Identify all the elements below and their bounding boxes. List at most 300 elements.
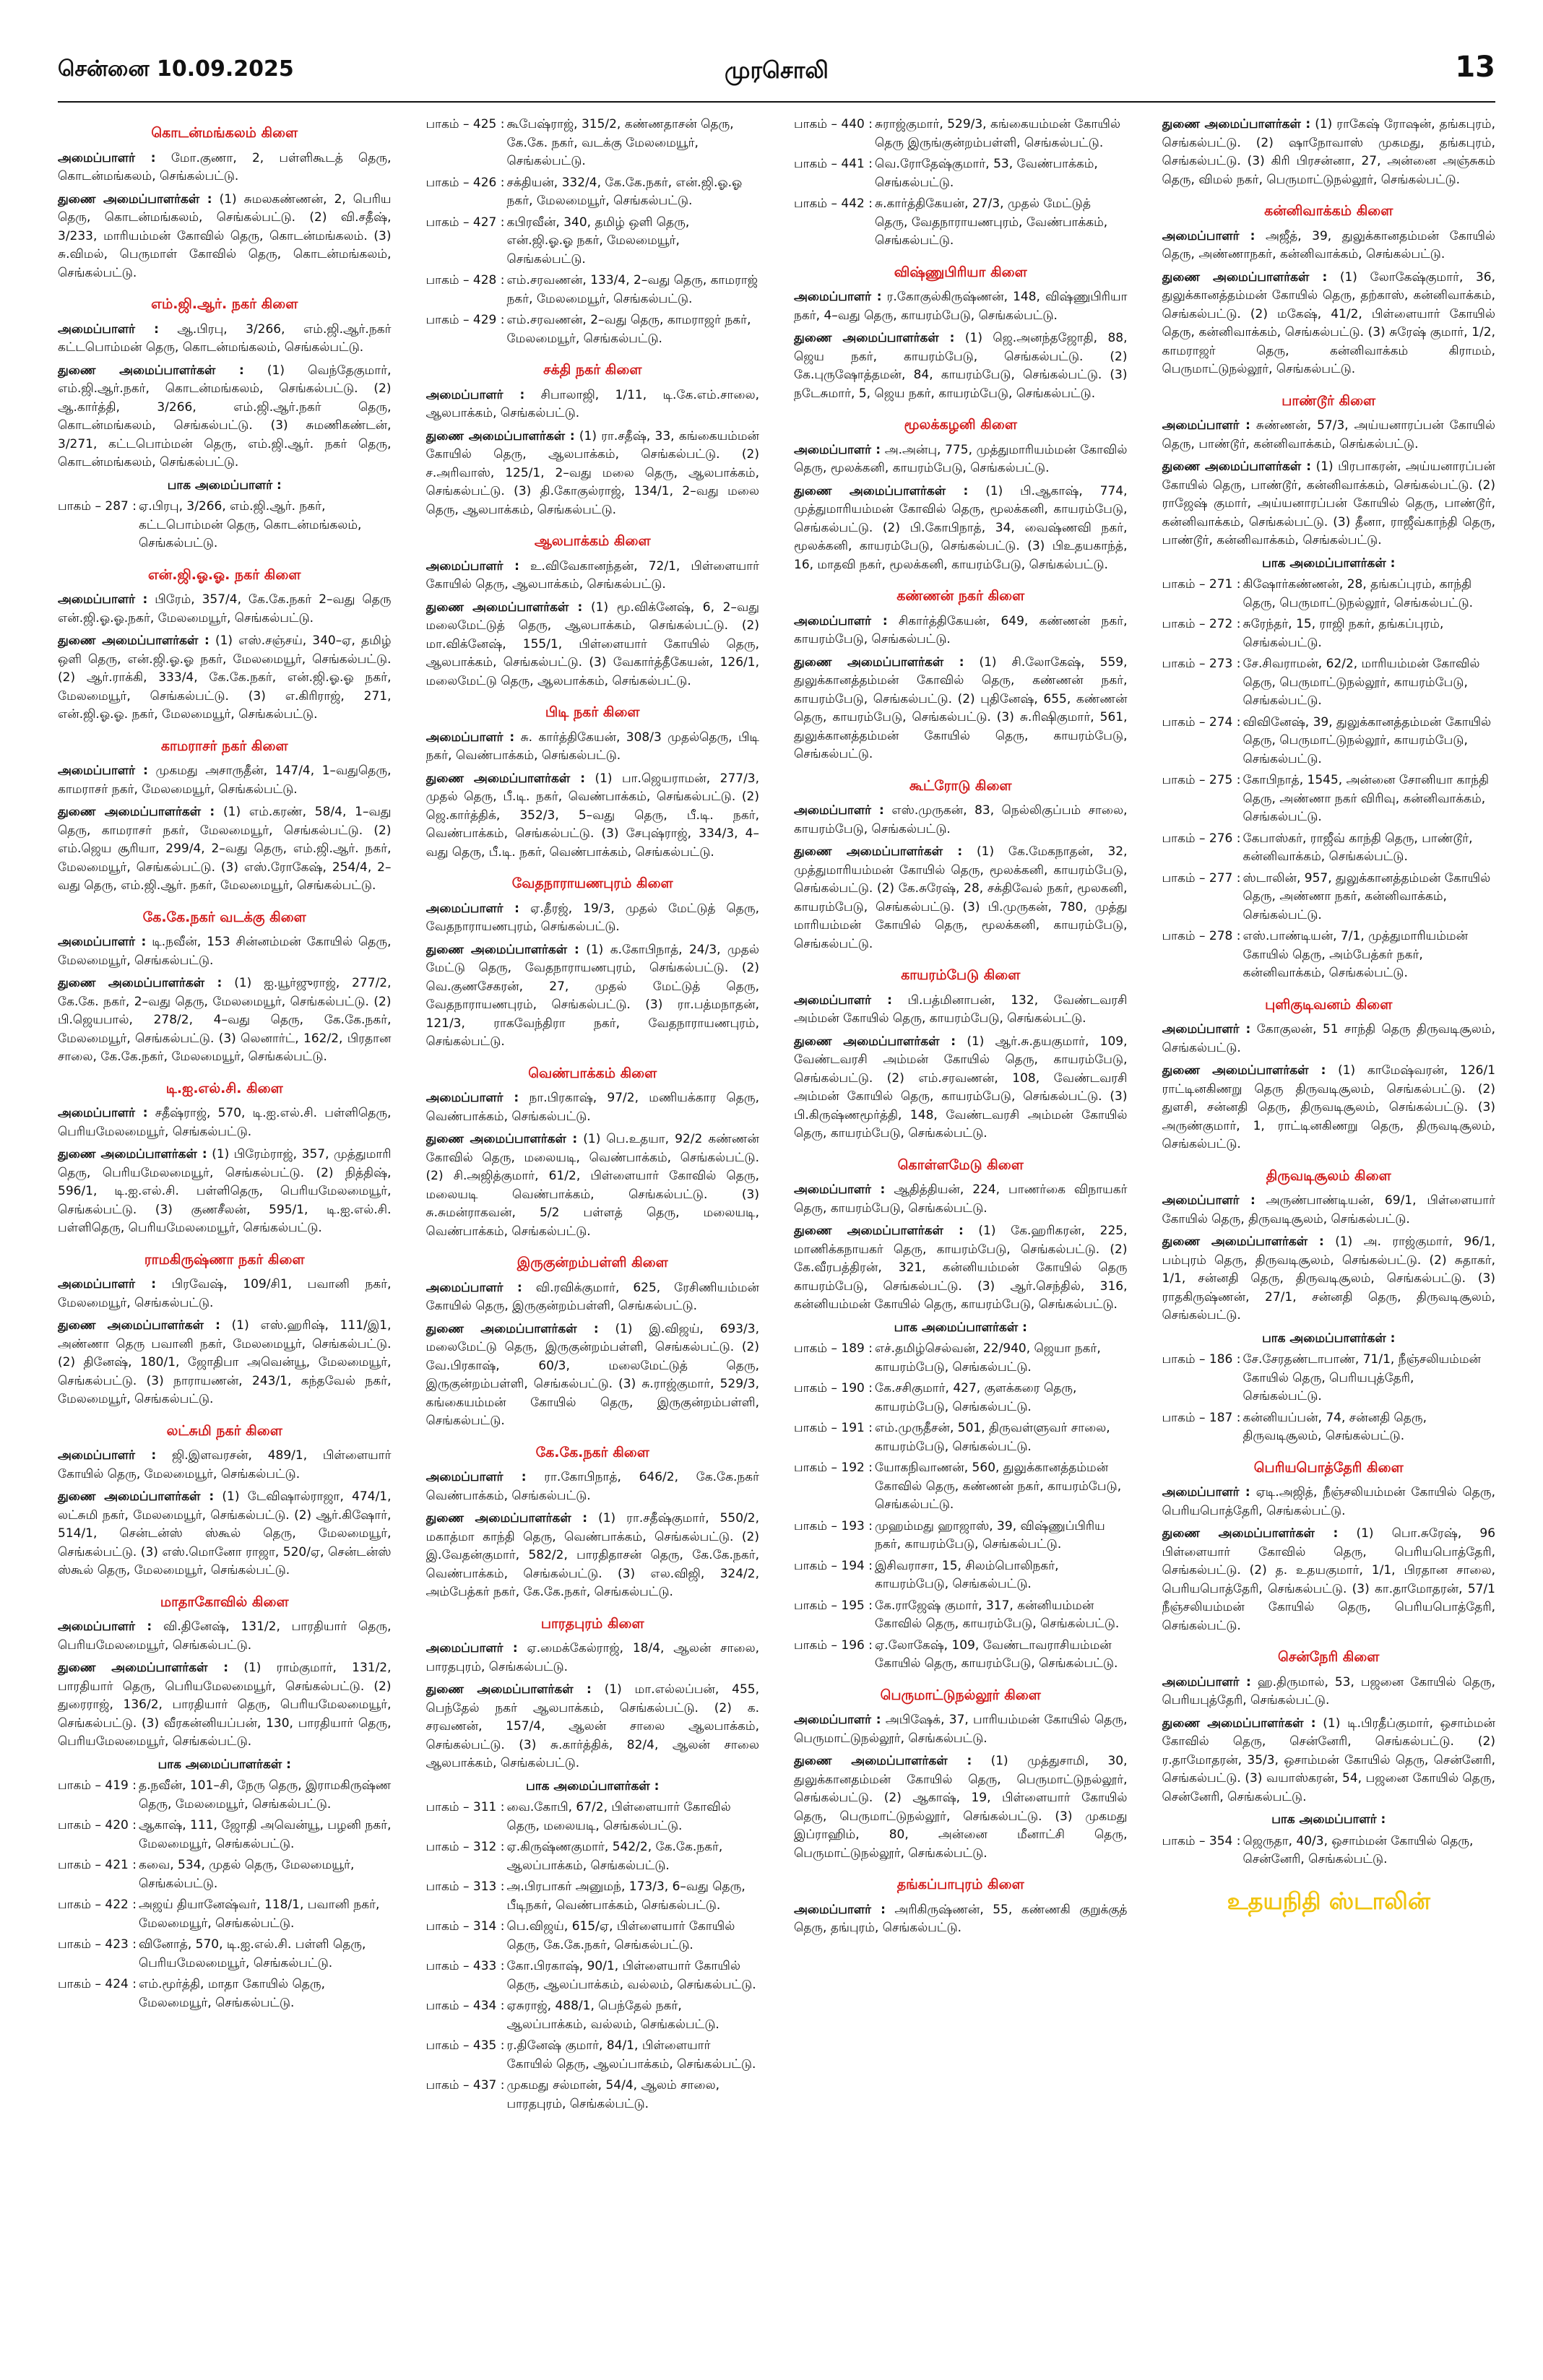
masthead-rule <box>58 101 1495 103</box>
secretary-entry <box>426 729 760 766</box>
deputies-text: (1) பி.ஆகாஷ், 774, முத்துமாரியம்மன் கோவில் தெரு, மூலக்கனி, காயரம்பேடு, செங்கல்பட்டு. (2) பி.கோபிநாத், 34, வைஷ்ணவி நகர், மூலக்கனி, காயரம்பேடு, செங்கல்பட்டு. (3) பிஉதயகாந்த், 16, மாதவி நகர், மூலக்கனி, காயரம்பேடு, செங்கல்பட்டு. <box>794 483 1128 572</box>
ward-entry <box>1162 655 1496 711</box>
deputies-label: துணை அமைப்பாளர்கள் : <box>425 428 575 443</box>
deputies-label: துணை அமைப்பாளர்கள் : <box>58 191 212 207</box>
deputies-text: (1) முத்துசாமி, 30, துலுக்கானதம்மன் கோயில் தெரு, பெருமாட்டுநல்லூர், செங்கல்பட்டு. (2) ஆகாஷ், 19, பிள்ளையார் கோயில் தெரு, பெருமாட்டுநல்லூர், செங்கல்பட்டு. (3) முகமது இப்ராஹிம், 80, அன்னை மீனாட்சி தெரு, பெருமாட்டுநல்லூர், செங்கல்பட்டு. <box>794 1754 1128 1861</box>
branch-heading: என்.ஜி.ஓ.ஓ. நகர் கிளை <box>147 566 301 583</box>
deputies-entry <box>58 1146 392 1238</box>
ward-text: வை.கோபி, 67/2, பிள்ளையார் கோவில் தெரு, மலையடி, செங்கல்பட்டு. <box>506 1800 731 1833</box>
secretary-text: ஹ.திருமால், 53, பஜனை கோயில் தெரு, பெரியபுத்தேரி, செங்கல்பட்டு. <box>1162 1674 1495 1708</box>
deputies-label: துணை அமைப்பாளர்கள் : <box>58 1147 207 1161</box>
ward-text: கோபிநாத், 1545, அன்னை சோனியா காந்தி தெரு, அண்ணா நகர் விரிவு, கன்னிவாக்கம், செங்கல்பட்டு. <box>1242 773 1490 824</box>
secretary-text: சிகார்த்திகேயன், 649, கண்ணன் நகர், காயரம்பேடு, செங்கல்பட்டு. <box>794 613 1128 646</box>
ward-text: கன்னியப்பன், 74, சன்னதி தெரு, திருவடிசூலம், செங்கல்பட்டு. <box>1242 1410 1427 1443</box>
ward-text: சுரேந்தர், 15, ராஜி நகர், தங்கப்புரம், செங்கல்பட்டு. <box>1242 617 1444 650</box>
ward-number: பாகம் – 354 : <box>1162 1833 1241 1848</box>
branch-block <box>426 360 760 519</box>
branch-block <box>426 1442 760 1602</box>
deputies-label: துணை அமைப்பாளர்கள் : <box>425 771 585 786</box>
branch-heading: வெண்பாக்கம் கிளை <box>528 1065 657 1081</box>
ward-text: எச்.தமிழ்செல்வன், 22/940, ஜெயா நகர், காயரம்பேடு, செங்கல்பட்டு. <box>875 1341 1101 1375</box>
ward-entry <box>1162 1832 1496 1869</box>
secretary-entry <box>58 1276 392 1312</box>
secretary-text: டி.நவீன், 153 சின்னம்மன் கோயில் தெரு, மேலமையூர், செங்கல்பட்டு. <box>58 935 392 968</box>
ward-entry <box>1162 870 1496 925</box>
deputies-text: (1) கே.ஹரிகரன், 225, மாணிக்கநாயகர் தெரு, காயரம்பேடு, செங்கல்பட்டு. (2) கே.வீரபத்திரன், 321, கன்னியம்மன் கோயில் தெரு காயரம்பேடு, செங்கல்பட்டு. (3) ஆர்.செந்தில், 316, கன்னியம்மன் கோயில் தெரு, காயரம்பேடு, செங்கல்பட்டு. <box>794 1224 1128 1312</box>
ward-number: பாகம் – 425 : <box>425 117 505 131</box>
ward-heads-heading: பாக அமைப்பாளர்கள் : <box>157 1757 291 1772</box>
ward-entry <box>58 1936 392 1973</box>
deputies-label: துணை அமைப்பாளர்கள் : <box>794 1754 972 1768</box>
branch-block <box>794 1874 1128 1938</box>
ward-number: பாகம் – 434 : <box>425 1999 505 2013</box>
deputies-entry <box>1162 1525 1496 1635</box>
secretary-label: அமைப்பாளர் : <box>794 442 881 457</box>
secretary-entry <box>426 558 760 594</box>
ward-number: பாகம் – 272 : <box>1162 617 1241 631</box>
secretary-label: அமைப்பாளர் : <box>58 1448 157 1463</box>
ward-entry <box>1162 830 1496 867</box>
deputies-text: (1) க.கோபிநாத், 24/3, முதல் மேட்டு தெரு, வேதநாராயணபுரம், செங்கல்பட்டு. (2) வெ.குணசேகரன், 27, முதல் மேட்டுத் தெரு, வேதநாராயணபுரம், செங்கல்பட்டு. (3) ரா.பத்மநாதன், 121/3, ராகவேந்திரா நகர், வேதநாராயணபுரம், செங்கல்பட்டு. <box>425 942 759 1049</box>
ward-number: பாகம் – 435 : <box>425 2038 505 2053</box>
ward-text: கோ.பிரகாஷ், 90/1, பிள்ளையார் கோயில் தெரு, ஆலப்பாக்கம், வல்லம், செங்கல்பட்டு. <box>506 1959 756 1992</box>
branch-heading: லட்சுமி நகர் கிளை <box>166 1422 282 1439</box>
branch-block <box>58 736 392 896</box>
secretary-entry <box>794 802 1128 839</box>
deputies-entry <box>1162 269 1496 379</box>
deputies-entry <box>426 770 760 862</box>
ward-entry <box>1162 1409 1496 1446</box>
secretary-label: அமைப்பாளர் : <box>794 290 882 304</box>
ward-heads-heading: பாக அமைப்பாளர் : <box>167 477 282 493</box>
secretary-entry <box>58 1447 392 1484</box>
secretary-text: உ.விவேகானந்தன், 72/1, பிள்ளையார் கோயில் தெரு, ஆலபாக்கம், செங்கல்பட்டு. <box>425 558 759 592</box>
ward-text: சே.சிவராமன், 62/2, மாரியம்மன் கோவில் தெரு, பெருமாட்டுநல்லூர், காயரம்பேடு, செங்கல்பட்டு. <box>1242 657 1480 708</box>
secretary-label: அமைப்பாளர் : <box>1162 1022 1251 1037</box>
secretary-entry <box>794 613 1128 649</box>
secretary-text: பிரவேஷ், 109/சி1, பவானி நகர், மேலமையூர், செங்கல்பட்டு. <box>58 1277 392 1310</box>
deputies-label: துணை அமைப்பாளர்கள் : <box>425 1132 578 1146</box>
secretary-entry <box>58 762 392 799</box>
ward-number: பாகம் – 312 : <box>425 1840 505 1854</box>
branch-heading: டி.ஐ.எல்.சி. கிளை <box>165 1080 283 1096</box>
ward-entry <box>426 174 760 211</box>
secretary-text: அபிஷேக், 37, பாரியம்மன் கோயில் தெரு, பெருமாட்டுநல்லூர், செங்கல்பட்டு. <box>794 1713 1128 1746</box>
deputies-label: துணை அமைப்பாளர்கள் : <box>425 942 579 957</box>
deputies-entry <box>426 1130 760 1241</box>
ward-number: பாகம் – 278 : <box>1162 929 1241 943</box>
secretary-entry <box>58 1618 392 1655</box>
secretary-label: அமைப்பாளர் : <box>58 321 159 337</box>
ward-heads-heading: பாக அமைப்பாளர்கள் : <box>894 1320 1027 1335</box>
ward-entry <box>58 1856 392 1893</box>
branch-heading: மாதாகோவில் கிளை <box>160 1593 289 1610</box>
branch-block <box>794 1155 1128 1674</box>
ward-text: கபிரவீன், 340, தமிழ் ஒளி தெரு, என்.ஜி.ஓ.ஓ நகர், மேலமையூர், செங்கல்பட்டு. <box>506 215 690 267</box>
deputies-label: துணை அமைப்பாளர்கள் : <box>58 976 222 990</box>
branch-block <box>58 123 392 282</box>
deputies-entry <box>426 1320 760 1431</box>
secretary-label: அமைப்பாளர் : <box>1162 418 1250 433</box>
ward-entry <box>794 195 1128 251</box>
ward-text: சே.சேரதண்டாபாண், 71/1, நீஞ்சலியம்மன் கோயில் தெரு, பெரியபுத்தேரி, செங்கல்பட்டு. <box>1242 1352 1482 1403</box>
branch-heading: காயரம்பேடு கிளை <box>901 967 1021 983</box>
branch-block <box>794 1685 1128 1864</box>
branch-block <box>426 1252 760 1431</box>
ward-entry <box>426 1918 760 1955</box>
secretary-label: அமைப்பாளர் : <box>1162 228 1255 243</box>
ward-entry <box>426 1838 760 1875</box>
ward-text: கிஷோர்கண்ணன், 28, தங்கப்புரம், காந்தி தெரு, பெருமாட்டுநல்லூர், செங்கல்பட்டு. <box>1242 577 1474 610</box>
ward-text: எம்.சரவணன், 2–வது தெரு, காமராஜர் நகர், மேலமையூர், செங்கல்பட்டு. <box>506 313 751 346</box>
ward-entry <box>794 1380 1128 1416</box>
secretary-text: சுண்ணன், 57/3, அய்யனாரப்பன் கோயில் தெரு, பாண்டூர், கன்னிவாக்கம், செங்கல்பட்டு. <box>1162 418 1495 451</box>
branch-block <box>794 586 1128 764</box>
secretary-text: வி.தினேஷ், 131/2, பாரதியார் தெரு, பெரியமேலமையூர், செங்கல்பட்டு. <box>58 1619 392 1653</box>
ward-text: எஸ்.பாண்டியன், 7/1, முத்துமாரியம்மன் கோயில் தெரு, அம்பேத்கர் நகர், கன்னிவாக்கம், செங்கல்பட்டு. <box>1242 929 1469 980</box>
branch-block <box>1162 116 1496 189</box>
column-3 <box>794 116 1128 2362</box>
deputies-entry <box>58 1659 392 1752</box>
secretary-text: சு. கார்த்திகேயன், 308/3 முதல்தெரு, பிடி நகர், வெண்பாக்கம், செங்கல்பட்டு. <box>425 730 759 763</box>
branch-heading: கூட்ரோடு கிளை <box>909 777 1012 794</box>
branch-block <box>426 702 760 862</box>
ward-number: பாகம் – 313 : <box>425 1879 505 1894</box>
secretary-label: அமைப்பாளர் : <box>58 1277 157 1291</box>
ward-text: ஏ.பிரபு, 3/266, எம்.ஜி.ஆர். நகர், கட்டபொம்மன் தெரு, கொடன்மங்கலம், செங்கல்பட்டு. <box>139 499 362 550</box>
branch-block <box>794 262 1128 404</box>
ward-text: எம்.சரவணன், 133/4, 2–வது தெரு, காமராஜ் நகர், மேலமையூர், செங்கல்பட்டு. <box>506 273 758 306</box>
ward-entry <box>426 311 760 348</box>
secretary-label: அமைப்பாளர் : <box>1162 1674 1251 1689</box>
ward-text: ர.தினேஷ் குமார், 84/1, பிள்ளையார் கோயில் தெரு, ஆலப்பாக்கம், செங்கல்பட்டு. <box>506 2038 756 2072</box>
ward-number: பாகம் – 424 : <box>58 1977 137 1991</box>
ward-number: பாகம் – 190 : <box>794 1381 873 1395</box>
ward-heads-heading: பாக அமைப்பாளர் : <box>1271 1812 1386 1827</box>
ward-text: வினோத், 570, டி.ஐ.எல்.சி. பள்ளி தெரு, பெரியமேலமையூர், செங்கல்பட்டு. <box>139 1937 366 1970</box>
secretary-text: ஏடி.அஜித், நீஞ்சலியம்மன் கோயில் தெரு, பெரியபொத்தேரி, செங்கல்பட்டு. <box>1162 1485 1495 1518</box>
secretary-entry <box>1162 1021 1496 1057</box>
deputies-text: (1) சுமலகண்ணன், 2, பெரிய தெரு, கொடன்மங்கலம், செங்கல்பட்டு. (2) வி.சதீஷ், 3/233, மாரியம்மன் கோவில் தெரு, கொடன்மங்கலம். (3) சு.விமல், பெருமாள் கோவில் தெரு, கொடன்மங்கலம், செங்கல்பட்டு. <box>58 191 392 280</box>
branch-block <box>58 1592 392 2013</box>
deputies-text: (1) எஸ்.ஹரிஷ், 111/இ1, அண்ணா தெரு பவானி நகர், மேலமையூர், செங்கல்பட்டு. (2) தினேஷ், 180/1, ஜோதிபா அவென்யூ, மேலமையூர், செங்கல்பட்டு. (3) நாராயணன், 243/1, கந்தவேல் நகர், மேலமையூர், செங்கல்பட்டு. <box>58 1318 392 1406</box>
ward-entry <box>58 1777 392 1814</box>
branch-heading: இருகுன்றம்பள்ளி கிளை <box>517 1255 668 1271</box>
ward-text: சுராஜ்குமார், 529/3, கங்கையம்மன் கோயில் தெரு இருங்குன்றம்பள்ளி, செங்கல்பட்டு. <box>875 117 1120 150</box>
secretary-entry <box>794 1901 1128 1938</box>
ward-number: பாகம் – 427 : <box>425 215 505 230</box>
branch-block <box>794 776 1128 954</box>
branch-heading: கொள்ளமேடு கிளை <box>897 1156 1024 1173</box>
deputies-text: (1) பெ.உதயா, 92/2 கண்ணன் கோவில் தெரு, மலையடி, வெண்பாக்கம், செங்கல்பட்டு. (2) சி.அஜித்குமார், 61/2, பிள்ளையார் கோவில் தெரு, மலையடி வெண்பாக்கம், செங்கல்பட்டு. (3) சு.சுமன்ராகவன், 5/2 பள்ளத் தெரு, மலையடி, வெண்பாக்கம், செங்கல்பட்டு. <box>425 1132 759 1239</box>
deputies-label: துணை அமைப்பாளர்கள் : <box>1162 1234 1324 1249</box>
deputies-entry <box>794 654 1128 764</box>
ward-entry <box>426 2077 760 2113</box>
secretary-entry <box>426 1640 760 1676</box>
secretary-text: வி.ரவிக்குமார், 625, ரேசிணியம்மன் கோயில் தெரு, இருகுன்றம்பள்ளி, செங்கல்பட்டு. <box>425 1280 759 1313</box>
secretary-label: அமைப்பாளர் : <box>58 763 148 778</box>
deputies-label: துணை அமைப்பாளர்கள் : <box>58 805 215 819</box>
deputies-label: துணை அமைப்பாளர்கள் : <box>794 483 969 498</box>
ward-entry <box>1162 1351 1496 1406</box>
ward-number: பாகம் – 276 : <box>1162 831 1241 846</box>
deputies-entry <box>58 1488 392 1580</box>
ward-number: பாகம் – 311 : <box>425 1800 505 1814</box>
secretary-label: அமைப்பாளர் : <box>1162 1193 1255 1208</box>
ward-number: பாகம் – 271 : <box>1162 577 1241 592</box>
branch-block <box>58 565 392 724</box>
secretary-label: அமைப்பாளர் : <box>425 1641 518 1656</box>
ward-entry <box>58 1817 392 1853</box>
deputies-entry <box>58 362 392 472</box>
ward-text: கவை, 534, முதல் தெரு, மேலமையூர், செங்கல்பட்டு. <box>139 1858 355 1891</box>
branch-heading: பிடி நகர் கிளை <box>545 704 640 720</box>
ward-text: இசிவராசா, 15, சிலம்பொலிநகர், காயரம்பேடு, செங்கல்பட்டு. <box>875 1558 1059 1591</box>
secretary-text: ஏ.மைக்கேல்ராஜ், 18/4, ஆலன் சாலை, பாரதபுரம், செங்கல்பட்டு. <box>425 1641 759 1674</box>
column-2 <box>426 116 760 2362</box>
ward-number: பாகம் – 442 : <box>794 196 873 211</box>
branch-heading: காமராசர் நகர் கிளை <box>160 737 288 754</box>
secretary-label: அமைப்பாளர் : <box>58 1106 148 1120</box>
branch-block <box>426 531 760 691</box>
secretary-label: அமைப்பாளர் : <box>794 992 892 1008</box>
ward-entry <box>58 498 392 553</box>
deputies-text: (1) வெந்தேகுமார், எம்.ஜி.ஆர்.நகர், கொடன்மங்கலம், செங்கல்பட்டு. (2) ஆ.கார்த்தி, 3/266, எம்.ஜி.ஆர்.நகர் தெரு, கொடன்மங்கலம், செங்கல்பட்டு. (3) சுமணிகண்டன், 3/271, கட்டபொம்மன் தெரு, எம்.ஜி.ஆர். நகர் தெரு, கொடன்மங்கலம், செங்கல்பட்டு. <box>58 363 392 469</box>
secretary-label: அமைப்பாளர் : <box>425 558 519 574</box>
deputies-label: துணை அமைப்பாளர்கள் : <box>58 1661 229 1675</box>
secretary-text: கோகுலன், 51 சாந்தி தெரு திருவடிசூலம், செங்கல்பட்டு. <box>1162 1022 1495 1055</box>
deputies-entry <box>58 974 392 1067</box>
secretary-entry <box>1162 1484 1496 1520</box>
branch-heading: பாண்டூர் கிளை <box>1281 392 1376 409</box>
ward-text: முகமது சல்மான், 54/4, ஆலம் சாலை, பாரதபுரம், செங்கல்பட்டு. <box>506 2078 720 2111</box>
ward-heads-heading: பாக அமைப்பாளர்கள் : <box>1262 1330 1396 1346</box>
ward-entry <box>426 2037 760 2074</box>
deputies-text: (1) எம்.கரண், 58/4, 1–வது தெரு, காமராசர் நகர், மேலமையூர், செங்கல்பட்டு. (2) எம்.ஜெய சூரியா, 299/4, 2–வது தெரு, எம்.ஜி.ஆர். நகர், மேலமையூர், செங்கல்பட்டு. (3) எஸ்.ரோகேஷ், 254/4, 2–வது தெரு, எம்.ஜி.ஆர். நகர், மேலமையூர், செங்கல்பட்டு. <box>58 805 392 893</box>
ward-entry <box>58 1896 392 1933</box>
ward-text: வெ.ரோதேஷ்குமார், 53, வேண்பாக்கம், செங்கல்பட்டு. <box>875 157 1098 190</box>
secretary-entry <box>58 150 392 186</box>
ward-entry <box>794 1340 1128 1377</box>
ward-number: பாகம் – 273 : <box>1162 657 1241 671</box>
ward-entry <box>1162 771 1496 827</box>
ward-entry <box>426 272 760 308</box>
secretary-text: அ.அன்பு, 775, முத்துமாரியம்மன் கோவில் தெரு, மூலக்கனி, காயரம்பேடு, செங்கல்பட்டு. <box>794 442 1128 475</box>
secretary-label: அமைப்பாளர் : <box>794 1713 881 1727</box>
ward-entry <box>426 1878 760 1915</box>
dateline: சென்னை 10.09.2025 <box>58 56 294 82</box>
ward-number: பாகம் – 420 : <box>58 1818 137 1832</box>
branch-block <box>58 907 392 1067</box>
deputies-text: (1) மூ.விக்னேஷ், 6, 2–வது மலைமேட்டுத் தெரு, ஆலபாக்கம், செங்கல்பட்டு. (2) மா.விக்னேஷ், 155/1, பிள்ளையார் கோயில் தெரு, ஆலபாக்கம், செங்கல்பட்டு. (3) வேகார்த்தீகேயன், 126/1, மலைமேட்டு தெரு, ஆலபாக்கம், செங்கல்பட்டு. <box>425 600 759 688</box>
ward-entry <box>426 1997 760 2034</box>
branch-block <box>58 294 392 553</box>
column-1 <box>58 116 392 2362</box>
deputies-entry <box>426 599 760 691</box>
deputies-entry <box>794 1033 1128 1143</box>
deputies-entry <box>426 428 760 520</box>
branch-heading: பெரியபொத்தேரி கிளை <box>1253 1459 1404 1476</box>
deputies-entry <box>58 803 392 896</box>
secretary-entry <box>426 900 760 937</box>
announcement-columns <box>58 116 1495 2362</box>
ward-text: ஆகாஷ், 111, ஜோதி அவென்யூ, பழனி நகர், மேலமையூர், செங்கல்பட்டு. <box>139 1818 392 1851</box>
ward-entry <box>794 155 1128 192</box>
branch-block <box>1162 995 1496 1154</box>
ward-entry <box>794 1419 1128 1456</box>
secretary-label: அமைப்பாளர் : <box>794 803 884 818</box>
secretary-text: எஸ்.முருகன், 83, நெல்லிகுப்பம் சாலை, காயரம்பேடு, செங்கல்பட்டு. <box>794 803 1128 836</box>
secretary-text: முகமது அசாருதீன், 147/4, 1–வதுதெரு, காமராசர் நகர், மேலமையூர், செங்கல்பட்டு. <box>58 763 392 797</box>
ward-number: பாகம் – 429 : <box>425 313 505 327</box>
deputies-label: துணை அமைப்பாளர்கள் : <box>1162 269 1328 285</box>
deputies-text: (1) மா.எல்லப்பன், 455, பெந்தேல் நகர் ஆலபாக்கம், செங்கல்பட்டு. (2) க. சரவணன், 157/4, ஆலன் சாலை ஆலபாக்கம், செங்கல்பட்டு. (3) சு.கார்த்திக், 82/4, ஆலன் சாலை ஆலபாக்கம், செங்கல்பட்டு. <box>425 1682 759 1770</box>
deputies-text: (1) லோகேஷ்குமார், 36, துலுக்கானத்தம்மன் கோயில் தெரு, தற்காஸ், கன்னிவாக்கம், செங்கல்பட்டு. (2) மகேஷ், 41/2, பிள்ளையார் கோயில் தெரு, கன்னிவாக்கம், செங்கல்பட்டு. (3) சுரேஷ் குமார், 1/2, காமராஜர் தெரு, கன்னிவாக்கம் கிராமம், பெருமாட்டுநல்லூர், செங்கல்பட்டு. <box>1162 269 1495 376</box>
deputies-entry <box>1162 458 1496 550</box>
ward-number: பாகம் – 287 : <box>58 499 137 514</box>
deputies-label: துணை அமைப்பாளர்கள் : <box>794 1034 956 1049</box>
deputies-text: (1) சி.லோகேஷ், 559, துலுக்கானத்தம்மன் கோவில் தெரு, கண்ணன் நகர், காயரம்பேடு, செங்கல்பட்டு. (2) புதினேஷ், 655, கண்ணன் தெரு, காயரம்பேடு, செங்கல்பட்டு. (3) சு.ரிஷிகுமார், 561, துலுக்கானத்தம்மன் கோயில் தெரு, காயரம்பேடு, செங்கல்பட்டு. <box>794 654 1128 761</box>
ward-number: பாகம் – 440 : <box>794 117 873 131</box>
deputies-text: (1) பிரபாகரன், அய்யனாரப்பன் கோயில் தெரு, பாண்டூர், கன்னிவாக்கம், செங்கல்பட்டு. (2) ராஜேஷ் குமார், அய்யனாரப்பன் கோயில் தெரு, பாண்டூர், கன்னிவாக்கம், செங்கல்பட்டு. (3) தீனா, ராஜீவ்காந்தி தெரு, பாண்டூர், கன்னிவாக்கம், செங்கல்பட்டு. <box>1162 459 1495 548</box>
deputies-label: துணை அமைப்பாளர்கள் : <box>58 363 244 378</box>
branch-heading: வேதநாராயணபுரம் கிளை <box>511 875 673 891</box>
ward-number: பாகம் – 274 : <box>1162 714 1241 730</box>
deputies-entry <box>794 483 1128 575</box>
branch-block <box>794 965 1128 1143</box>
ward-number: பாகம் – 437 : <box>425 2078 505 2093</box>
page-number: 13 <box>1455 51 1495 84</box>
branch-heading: ராமகிருஷ்ணா நகர் கிளை <box>144 1251 305 1268</box>
deputies-text: (1) ஆர்.சு.தயகுமார், 109, வேண்டவரசி அம்மன் கோயில் தெரு, காயரம்பேடு, செங்கல்பட்டு. (2) எம்.சரவணன், 108, வேண்டவரசி அம்மன் கோயில் தெரு, காயரம்பேடு, செங்கல்பட்டு. (3) பி.கிருஷ்ணமூர்த்தி, 148, வேண்டவரசி அம்மன் கோயில் தெரு, காயரம்பேடு, செங்கல்பட்டு. <box>794 1034 1128 1141</box>
ward-entry <box>794 1637 1128 1674</box>
deputies-text: (1) இ.விஜய், 693/3, மலைமேட்டு தெரு, இருகுன்றம்பள்ளி, செங்கல்பட்டு. (2) வே.பிரகாஷ், 60/3, மலைமேட்டுத் தெரு, இருகுன்றம்பள்ளி, செங்கல்பட்டு. (3) சு.ராஜ்குமார், 529/3, கங்கையம்மன் கோயில் தெரு, இருகுன்றம்பள்ளி, செங்கல்பட்டு. <box>425 1321 759 1428</box>
deputies-label: துணை அமைப்பாளர்கள் : <box>425 1682 592 1697</box>
branch-heading: தங்கப்பாபுரம் கிளை <box>896 1877 1024 1892</box>
deputies-text: (1) கே.மேகநாதன், 32, முத்துமாரியம்மன் கோயில் தெரு, மூலக்கனி, காயரம்பேடு, செங்கல்பட்டு. (2) கே.சுரேஷ், 28, சக்திவேல் நகர், மூலகனி, காயரம்பேடு, செங்கல்பட்டு. (3) பி.முருகன், 780, முத்து மாரியம்மன் கோயில் தெரு, மூலக்கனி, காயரம்பேடு, செங்கல்பட்டு. <box>794 844 1128 951</box>
secretary-entry <box>794 992 1128 1029</box>
deputies-label: துணை அமைப்பாளர்கள் : <box>425 1321 599 1336</box>
ward-number: பாகம் – 187 : <box>1162 1410 1241 1425</box>
secretary-entry <box>58 591 392 628</box>
ward-text: விவினேஷ், 39, துலுக்கானத்தம்மன் கோயில் தெரு, பெருமாட்டுநல்லூர், காயரம்பேடு, செங்கல்பட்டு. <box>1242 714 1492 766</box>
branch-heading: சென்நேரி கிளை <box>1278 1649 1380 1665</box>
branch-block <box>1162 391 1496 983</box>
ward-number: பாகம் – 441 : <box>794 157 873 171</box>
deputies-label: துணை அமைப்பாளர்கள் : <box>1162 1715 1316 1731</box>
deputies-label: துணை அமைப்பாளர்கள் : <box>425 1511 588 1526</box>
deputies-text: (1) ரா.சதீஷ், 33, கங்கையம்மன் கோயில் தெரு, ஆலபாக்கம், செங்கல்பட்டு. (2) ச.அரிவாஸ், 125/1, 2–வது மலை தெரு, ஆலபாக்கம், செங்கல்பட்டு. (3) தி.கோகுல்ராஜ், 134/1, 2–வது மலை தெரு, ஆலபாக்கம், செங்கல்பட்டு. <box>425 428 759 517</box>
ward-entry <box>426 1799 760 1835</box>
secretary-text: நா.பிரகாஷ், 97/2, மணியக்கார தெரு, வெண்பாக்கம், செங்கல்பட்டு. <box>425 1091 759 1124</box>
secretary-text: ஆதித்தியன், 224, பாணர்கை விநாயகர் தெரு, காயரம்பேடு, செங்கல்பட்டு. <box>794 1182 1128 1216</box>
branch-heading: ஆலபாக்கம் கிளை <box>534 533 651 549</box>
signature: உதயநிதி ஸ்டாலின் <box>1227 1887 1430 1915</box>
ward-text: யோகநிவாணன், 560, துலுக்கானத்தம்மன் கோவில் தெரு, கண்ணன் நகர், காயரம்பேடு, செங்கல்பட்டு. <box>875 1461 1122 1512</box>
branch-heading: கன்னிவாக்கம் கிளை <box>1264 203 1393 219</box>
branch-heading: கொடன்மங்கலம் கிளை <box>151 125 298 141</box>
deputies-entry <box>426 941 760 1052</box>
branch-heading: சக்தி நகர் கிளை <box>543 362 642 378</box>
ward-text: சு.கார்த்திகேயன், 27/3, முதல் மேட்டுத் தெரு, வேதநாராயணபுரம், வேண்பாக்கம், செங்கல்பட்டு. <box>875 196 1108 248</box>
column-4 <box>1162 116 1496 2362</box>
secretary-text: சதீஷ்ராஜ், 570, டி.ஐ.எல்.சி. பள்ளிதெரு, பெரியமேலமையூர், செங்கல்பட்டு. <box>58 1106 392 1139</box>
ward-number: பாகம் – 422 : <box>58 1897 137 1912</box>
branch-heading: மூலக்கழனி கிளை <box>904 417 1017 433</box>
deputies-text: (1) அ. ராஜ்குமார், 96/1, பம்புரம் தெரு, திருவடிசூலம், செங்கல்பட்டு. (2) சுதாகர், 1/1, சன்னதி தெரு, திருவடிசூலம், செங்கல்பட்டு. (3) ராதகிருஷ்ணன், 27/1, சன்னதி தெரு, திருவடிசூலம், செங்கல்பட்டு. <box>1162 1234 1495 1323</box>
ward-text: ஏ.லோகேஷ், 109, வேண்டாவராசியம்மன் கோயில் தெரு, காயரம்பேடு, செங்கல்பட்டு. <box>875 1637 1118 1671</box>
ward-entry <box>1162 927 1496 983</box>
secretary-label: அமைப்பாளர் : <box>1162 1485 1250 1500</box>
secretary-text: ர.கோகுல்கிருஷ்ணன், 148, விஷ்ணுபிரியா நகர், 4–வது தெரு, காயரம்பேடு, செங்கல்பட்டு. <box>794 290 1128 323</box>
secretary-entry <box>794 288 1128 325</box>
ward-text: ஜெருதா, 40/3, ஒசாம்மன் கோயில் தெரு, சென்னேரி, செங்கல்பட்டு. <box>1242 1833 1474 1866</box>
branch-block <box>58 1078 392 1238</box>
ward-entry <box>1162 714 1496 769</box>
branch-block <box>426 1063 760 1242</box>
ward-entry <box>794 1557 1128 1594</box>
secretary-text: ஆ.பிரபு, 3/266, எம்.ஜி.ஆர்.நகர் கட்டபொம்மன் தெரு, கொடன்மங்கலம், செங்கல்பட்டு. <box>58 321 392 355</box>
deputies-label: துணை அமைப்பாளர்கள் : <box>1162 1526 1339 1541</box>
ward-entry <box>1162 615 1496 652</box>
deputies-text: (1) பிரேம்ராஜ், 357, முத்துமாரி தெரு, பெரியமேலமையூர், செங்கல்பட்டு. (2) நித்திஷ், 596/1, டி.ஐ.எல்.சி. பள்ளிதெரு, பெரியமேலமையூர், செங்கல்பட்டு. (3) குணசீலன், 595/1, டி.ஐ.எல்.சி. பள்ளிதெரு, பெரியமேலமையூர், செங்கல்பட்டு. <box>58 1147 392 1235</box>
secretary-entry <box>1162 228 1496 264</box>
ward-text: எம்.மூர்த்தி, மாதா கோயில் தெரு, மேலமையூர், செங்கல்பட்டு. <box>139 1977 326 2010</box>
masthead <box>58 51 1495 94</box>
branch-heading: கண்ணன் நகர் கிளை <box>896 588 1025 604</box>
ward-text: அ.பிரபாகர் அனுமந், 173/3, 6–வது தெரு, பீடிநகர், வெண்பாக்கம், செங்கல்பட்டு. <box>506 1879 745 1913</box>
branch-block <box>1162 1647 1496 1869</box>
secretary-entry <box>1162 1192 1496 1229</box>
deputies-label: துணை அமைப்பாளர்கள் : <box>1162 117 1311 131</box>
deputies-label: துணை அமைப்பாளர்கள் : <box>794 844 963 859</box>
secretary-text: பி.பத்மினாபன், 132, வேண்டவரசி அம்மன் கோயில் தெரு, காயரம்பேடு, செங்கல்பட்டு. <box>794 992 1128 1026</box>
secretary-label: அமைப்பாளர் : <box>425 1470 527 1484</box>
deputies-entry <box>1162 1715 1496 1807</box>
ward-entry <box>794 1597 1128 1634</box>
ward-text: கூபேஷ்ராஜ், 315/2, கண்ணதாசன் தெரு, கே.கே. நகர், வடக்கு மேலமையூர், செங்கல்பட்டு. <box>506 117 734 168</box>
branch-heading: திருவடிசூலம் கிளை <box>1266 1167 1391 1184</box>
deputies-label: துணை அமைப்பாளர்கள் : <box>58 1318 220 1333</box>
secretary-text: அஜீத், 39, துலுக்கானதம்மன் கோயில் தெரு, அண்ணாநகர், கன்னிவாக்கம், செங்கல்பட்டு. <box>1162 228 1495 261</box>
branch-block <box>1162 1166 1496 1446</box>
deputies-entry <box>794 1752 1128 1863</box>
ward-text: கே.சசிகுமார், 427, குளக்கரை தெரு, காயரம்பேடு, செங்கல்பட்டு. <box>875 1381 1077 1414</box>
secretary-text: அருண்பாண்டியன், 69/1, பிள்ளையார் கோயில் தெரு, திருவடிசூலம், செங்கல்பட்டு. <box>1162 1193 1495 1226</box>
deputies-label: துணை அமைப்பாளர்கள் : <box>1162 459 1312 474</box>
secretary-entry <box>1162 1674 1496 1710</box>
ward-number: பாகம் – 314 : <box>425 1919 505 1934</box>
ward-entry <box>426 1957 760 1994</box>
ward-number: பாகம் – 275 : <box>1162 773 1241 787</box>
deputies-entry <box>58 191 392 283</box>
secretary-text: ஜி.இளவரசன், 489/1, பிள்ளையார் கோயில் தெரு, மேலமையூர், செங்கல்பட்டு. <box>58 1448 392 1481</box>
ward-number: பாகம் – 189 : <box>794 1341 873 1356</box>
ward-entry <box>426 214 760 269</box>
branch-block <box>426 1614 760 2114</box>
ward-number: பாகம் – 426 : <box>425 175 505 190</box>
deputies-text: (1) ஐ.யூர்ஜுராஜ், 277/2, கே.கே. நகர், 2–வது தெரு, மேலமையூர், செங்கல்பட்டு. (2) பி.ஜெயபால், 278/2, 4–வது தெரு, கே.கே.நகர், மேலமையூர், செங்கல்பட்டு. (3) லெனார்ட், 162/2, பிரதான சாலை, கே.கே.நகர், மேலமையூர், செங்கல்பட்டு. <box>58 976 392 1064</box>
ward-number: பாகம் – 419 : <box>58 1778 137 1793</box>
ward-heads-heading: பாக அமைப்பாளர்கள் : <box>526 1778 660 1793</box>
ward-number: பாகம் – 196 : <box>794 1637 873 1653</box>
secretary-entry <box>794 1181 1128 1218</box>
deputies-text: (1) டி.பிரதீப்குமார், ஒசாம்மன் கோவில் தெரு, சென்னேரி, செங்கல்பட்டு. (2) ர.தாமோதரன், 35/3, ஒசாம்மன் கோயில் தெரு, சென்னேரி, செங்கல்பட்டு. (3) வயாஸ்கரன், 54, பஜனை கோயில் தெரு, சென்னேரி, செங்கல்பட்டு. <box>1162 1715 1495 1804</box>
ward-text: ஏசுராஜ், 488/1, பெந்தேல் நகர், ஆலப்பாக்கம், வல்லம், செங்கல்பட்டு. <box>506 1999 719 2032</box>
deputies-entry <box>58 1317 392 1409</box>
branch-block <box>58 1421 392 1580</box>
secretary-entry <box>794 1711 1128 1748</box>
